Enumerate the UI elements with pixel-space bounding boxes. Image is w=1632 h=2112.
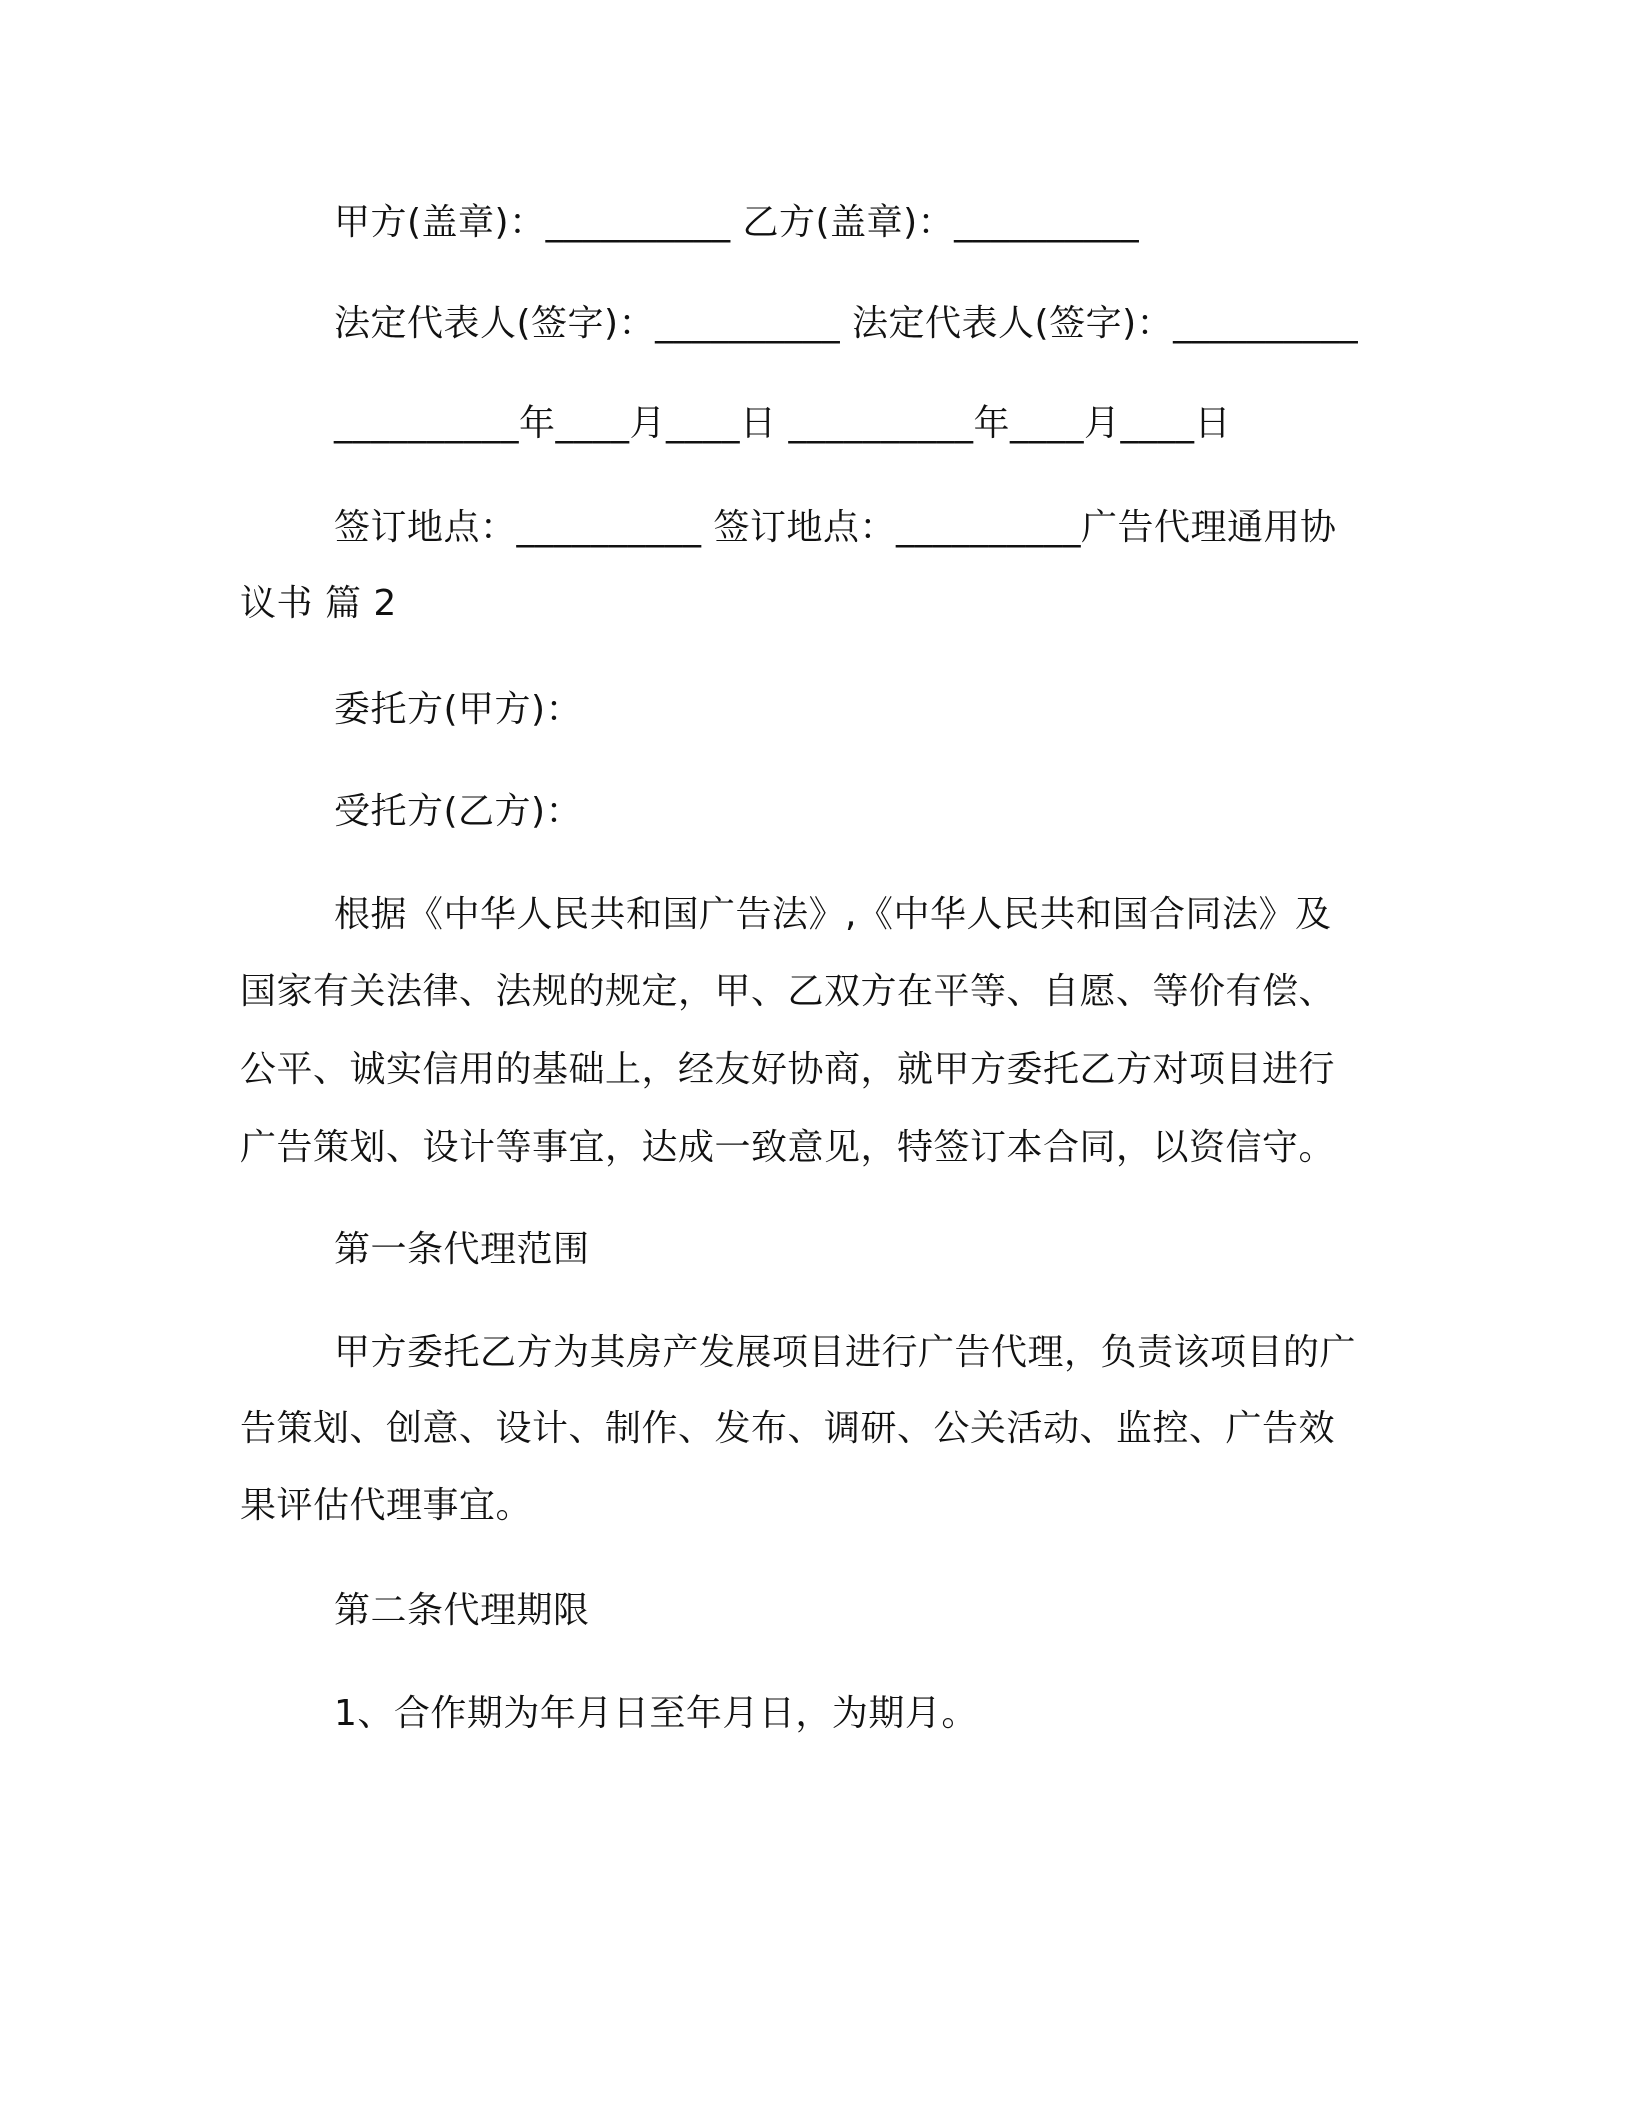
- article-1-text-line: 告策划、创意、设计、制作、发布、调研、公关活动、监控、广告效: [240, 1408, 1336, 1449]
- article-2-item-1: 1、合作期为年月日至年月日，为期月。: [334, 1693, 978, 1734]
- article-2-heading: 第二条代理期限: [334, 1590, 590, 1631]
- signing-date-line: __________年____月____日 __________年____月____日: [334, 403, 1231, 444]
- article-1-heading: 第一条代理范围: [334, 1229, 590, 1270]
- legal-representative-line: 法定代表人(签字)：__________ 法定代表人(签字)：__________: [334, 303, 1359, 344]
- preamble-line: 公平、诚实信用的基础上，经友好协商，就甲方委托乙方对项目进行: [240, 1049, 1336, 1090]
- client-party-label: 委托方(甲方)：: [334, 689, 583, 730]
- signing-place-line: 签订地点：__________ 签订地点：__________广告代理通用协: [334, 507, 1337, 548]
- preamble-line: 广告策划、设计等事宜，达成一致意见，特签订本合同，以资信守。: [240, 1127, 1336, 1168]
- preamble-line: 根据《中华人民共和国广告法》,《中华人民共和国合同法》及: [334, 894, 1332, 935]
- preamble-line: 国家有关法律、法规的规定，甲、乙双方在平等、自愿、等价有偿、: [240, 971, 1336, 1012]
- document-title-continuation: 议书 篇 2: [240, 583, 397, 624]
- agent-party-label: 受托方(乙方)：: [334, 791, 583, 832]
- article-1-text-line: 果评估代理事宜。: [240, 1485, 533, 1526]
- article-1-text-line: 甲方委托乙方为其房产发展项目进行广告代理，负责该项目的广: [334, 1332, 1357, 1373]
- party-seal-line: 甲方(盖章)：__________ 乙方(盖章)：__________: [334, 202, 1140, 243]
